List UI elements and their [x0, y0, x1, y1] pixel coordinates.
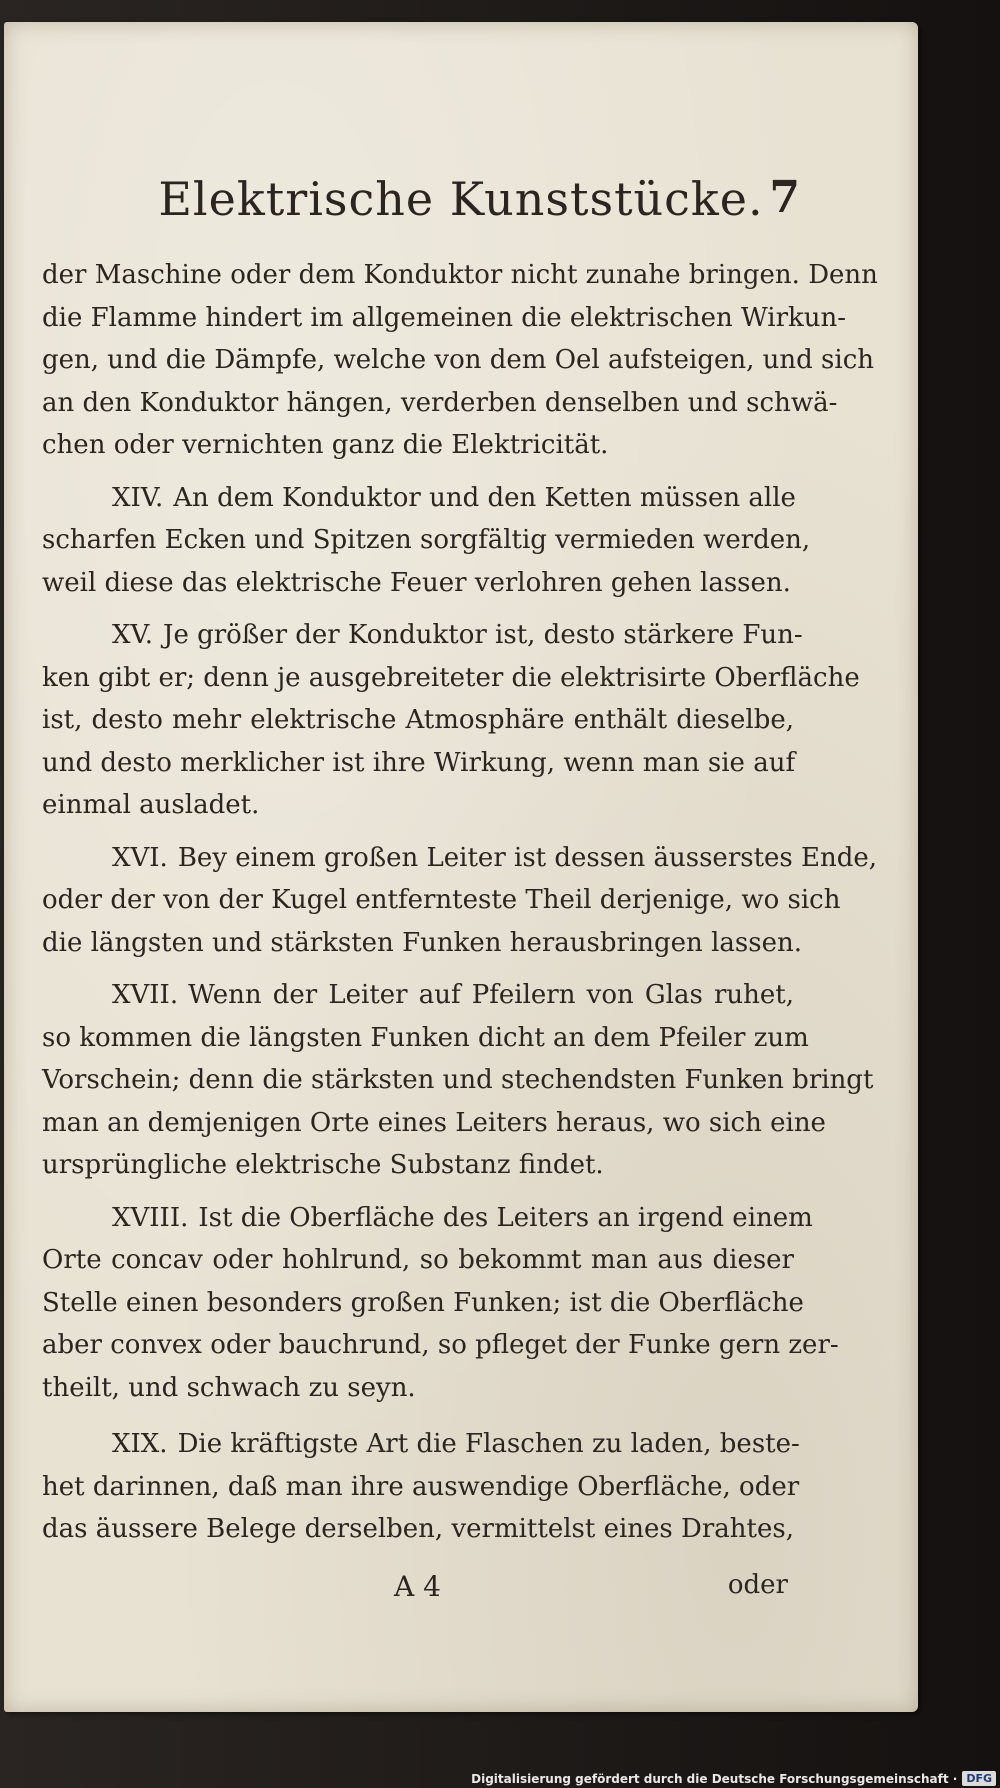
text-line	[42, 1144, 794, 1187]
text-line	[42, 1367, 794, 1410]
line-text: ken gibt er; denn je ausgebreiteter die elektrisirte Oberfläche	[42, 662, 860, 693]
paragraph	[42, 1197, 839, 1410]
text-line	[42, 784, 794, 827]
text-line	[42, 297, 847, 340]
line-text: Bey einem großen Leiter ist dessen äusserstes Ende,	[177, 842, 878, 873]
text-line	[42, 1102, 826, 1145]
line-text: Stelle einen besonders großen Funken; ist die Oberfläche	[42, 1287, 804, 1318]
book-page	[4, 22, 918, 1712]
line-text: man an demjenigen Orte eines Leiters heraus, wo sich eine	[42, 1107, 826, 1138]
line-text: weil diese das elektrische Feuer verlohren gehen lassen.	[42, 567, 791, 598]
paragraph	[42, 254, 878, 467]
line-text: die längsten und stärksten Funken herausbringen lassen.	[42, 927, 802, 958]
line-text: Je größer der Konduktor ist, desto stärkere Fun-	[163, 620, 803, 650]
text-line	[42, 519, 811, 562]
paragraph-gap	[42, 467, 794, 477]
text-line	[42, 1423, 800, 1466]
line-text: aber convex oder bauchrund, so pfleget der Funke gern zer-	[42, 1330, 839, 1360]
paragraph-gap	[42, 604, 794, 614]
text-line	[42, 1282, 804, 1325]
text-line	[42, 254, 878, 297]
line-text: Ist die Oberfläche des Leiters an irgend einem	[198, 1202, 813, 1233]
line-text: Orte concav oder hohlrund, so bekommt man aus dieser	[42, 1245, 794, 1275]
section-numeral: XVIII.	[112, 1202, 189, 1233]
text-line	[42, 1324, 839, 1367]
line-text: scharfen Ecken und Spitzen sorgfältig vermieden werden,	[42, 525, 811, 555]
line-text: theilt, und schwach zu seyn.	[42, 1372, 416, 1403]
line-text: der Maschine oder dem Konduktor nicht zunahe bringen. Denn	[42, 260, 878, 290]
line-text: Vorschein; denn die stärksten und stechendsten Funken bringt	[42, 1065, 874, 1095]
paragraph	[42, 837, 878, 965]
line-text: so kommen die längsten Funken dicht an dem Pfeiler zum	[42, 1022, 809, 1053]
line-text: einmal ausladet.	[42, 790, 260, 820]
line-text: ursprüngliche elektrische Substanz findet.	[42, 1150, 604, 1180]
section-numeral: XIV.	[112, 482, 164, 513]
line-text: An dem Konduktor und den Ketten müssen alle	[173, 482, 796, 513]
line-text: an den Konduktor hängen, verderben denselben und schwä-	[42, 387, 838, 418]
paragraph	[42, 974, 874, 1187]
text-line	[42, 424, 794, 467]
paragraph	[42, 614, 860, 827]
line-text: und desto merklicher ist ihre Wirkung, wenn man sie auf	[42, 747, 796, 778]
digitization-credit	[471, 1771, 996, 1786]
line-text: die Flamme hindert im allgemeinen die elektrischen Wirkun-	[42, 302, 847, 333]
dfg-logo: DFG	[962, 1771, 996, 1786]
paragraph-gap	[42, 1187, 794, 1197]
paragraph	[42, 477, 811, 605]
text-line	[42, 699, 794, 742]
text-line	[42, 922, 802, 965]
text-line	[42, 974, 794, 1017]
line-text: gen, und die Dämpfe, welche von dem Oel aufsteigen, und sich	[42, 345, 875, 375]
paragraph-gap	[42, 964, 794, 974]
text-line	[42, 1239, 794, 1282]
page-footer	[4, 1570, 918, 1614]
body-text	[42, 254, 878, 1551]
section-numeral: XIX.	[112, 1429, 168, 1459]
catchword: oder	[727, 1570, 788, 1600]
text-line	[42, 1466, 800, 1509]
section-numeral: XVI.	[112, 842, 168, 873]
text-line	[42, 614, 803, 657]
line-text: oder der von der Kugel entfernteste Theil derjenige, wo sich	[42, 885, 841, 915]
credit-text: Digitalisierung gefördert durch die Deutsche Forschungsgemeinschaft ·	[471, 1771, 958, 1786]
line-text: het darinnen, daß man ihre auswendige Oberfläche, oder	[42, 1471, 800, 1502]
text-line	[42, 837, 878, 880]
line-text: Wenn der Leiter auf Pfeilern von Glas ruhet,	[188, 980, 794, 1010]
text-line	[42, 1508, 794, 1551]
line-text: das äussere Belege derselben, vermittelst eines Drahtes,	[42, 1514, 794, 1544]
line-text: ist, desto mehr elektrische Atmosphäre enthält dieselbe,	[42, 705, 794, 735]
text-line	[42, 657, 860, 700]
page-number: 7	[769, 172, 800, 223]
text-line	[42, 1197, 813, 1240]
text-line	[42, 742, 794, 785]
paragraph	[42, 1423, 800, 1551]
running-title: Elektrische Kunststücke.	[158, 172, 764, 226]
paragraph-gap	[42, 827, 794, 837]
line-text: Die kräftigste Art die Flaschen zu laden, beste-	[177, 1429, 800, 1459]
text-line	[42, 562, 794, 605]
text-line	[42, 339, 875, 382]
text-line	[42, 382, 838, 425]
text-line	[42, 879, 841, 922]
text-line	[42, 1017, 809, 1060]
signature-mark: A 4	[394, 1570, 441, 1603]
paragraph-gap	[42, 1409, 794, 1423]
page-header	[4, 172, 918, 242]
line-text: chen oder vernichten ganz die Elektricität.	[42, 430, 609, 460]
section-numeral: XV.	[112, 620, 154, 650]
section-numeral: XVII.	[112, 980, 179, 1010]
text-line	[42, 477, 794, 520]
text-line	[42, 1059, 874, 1102]
